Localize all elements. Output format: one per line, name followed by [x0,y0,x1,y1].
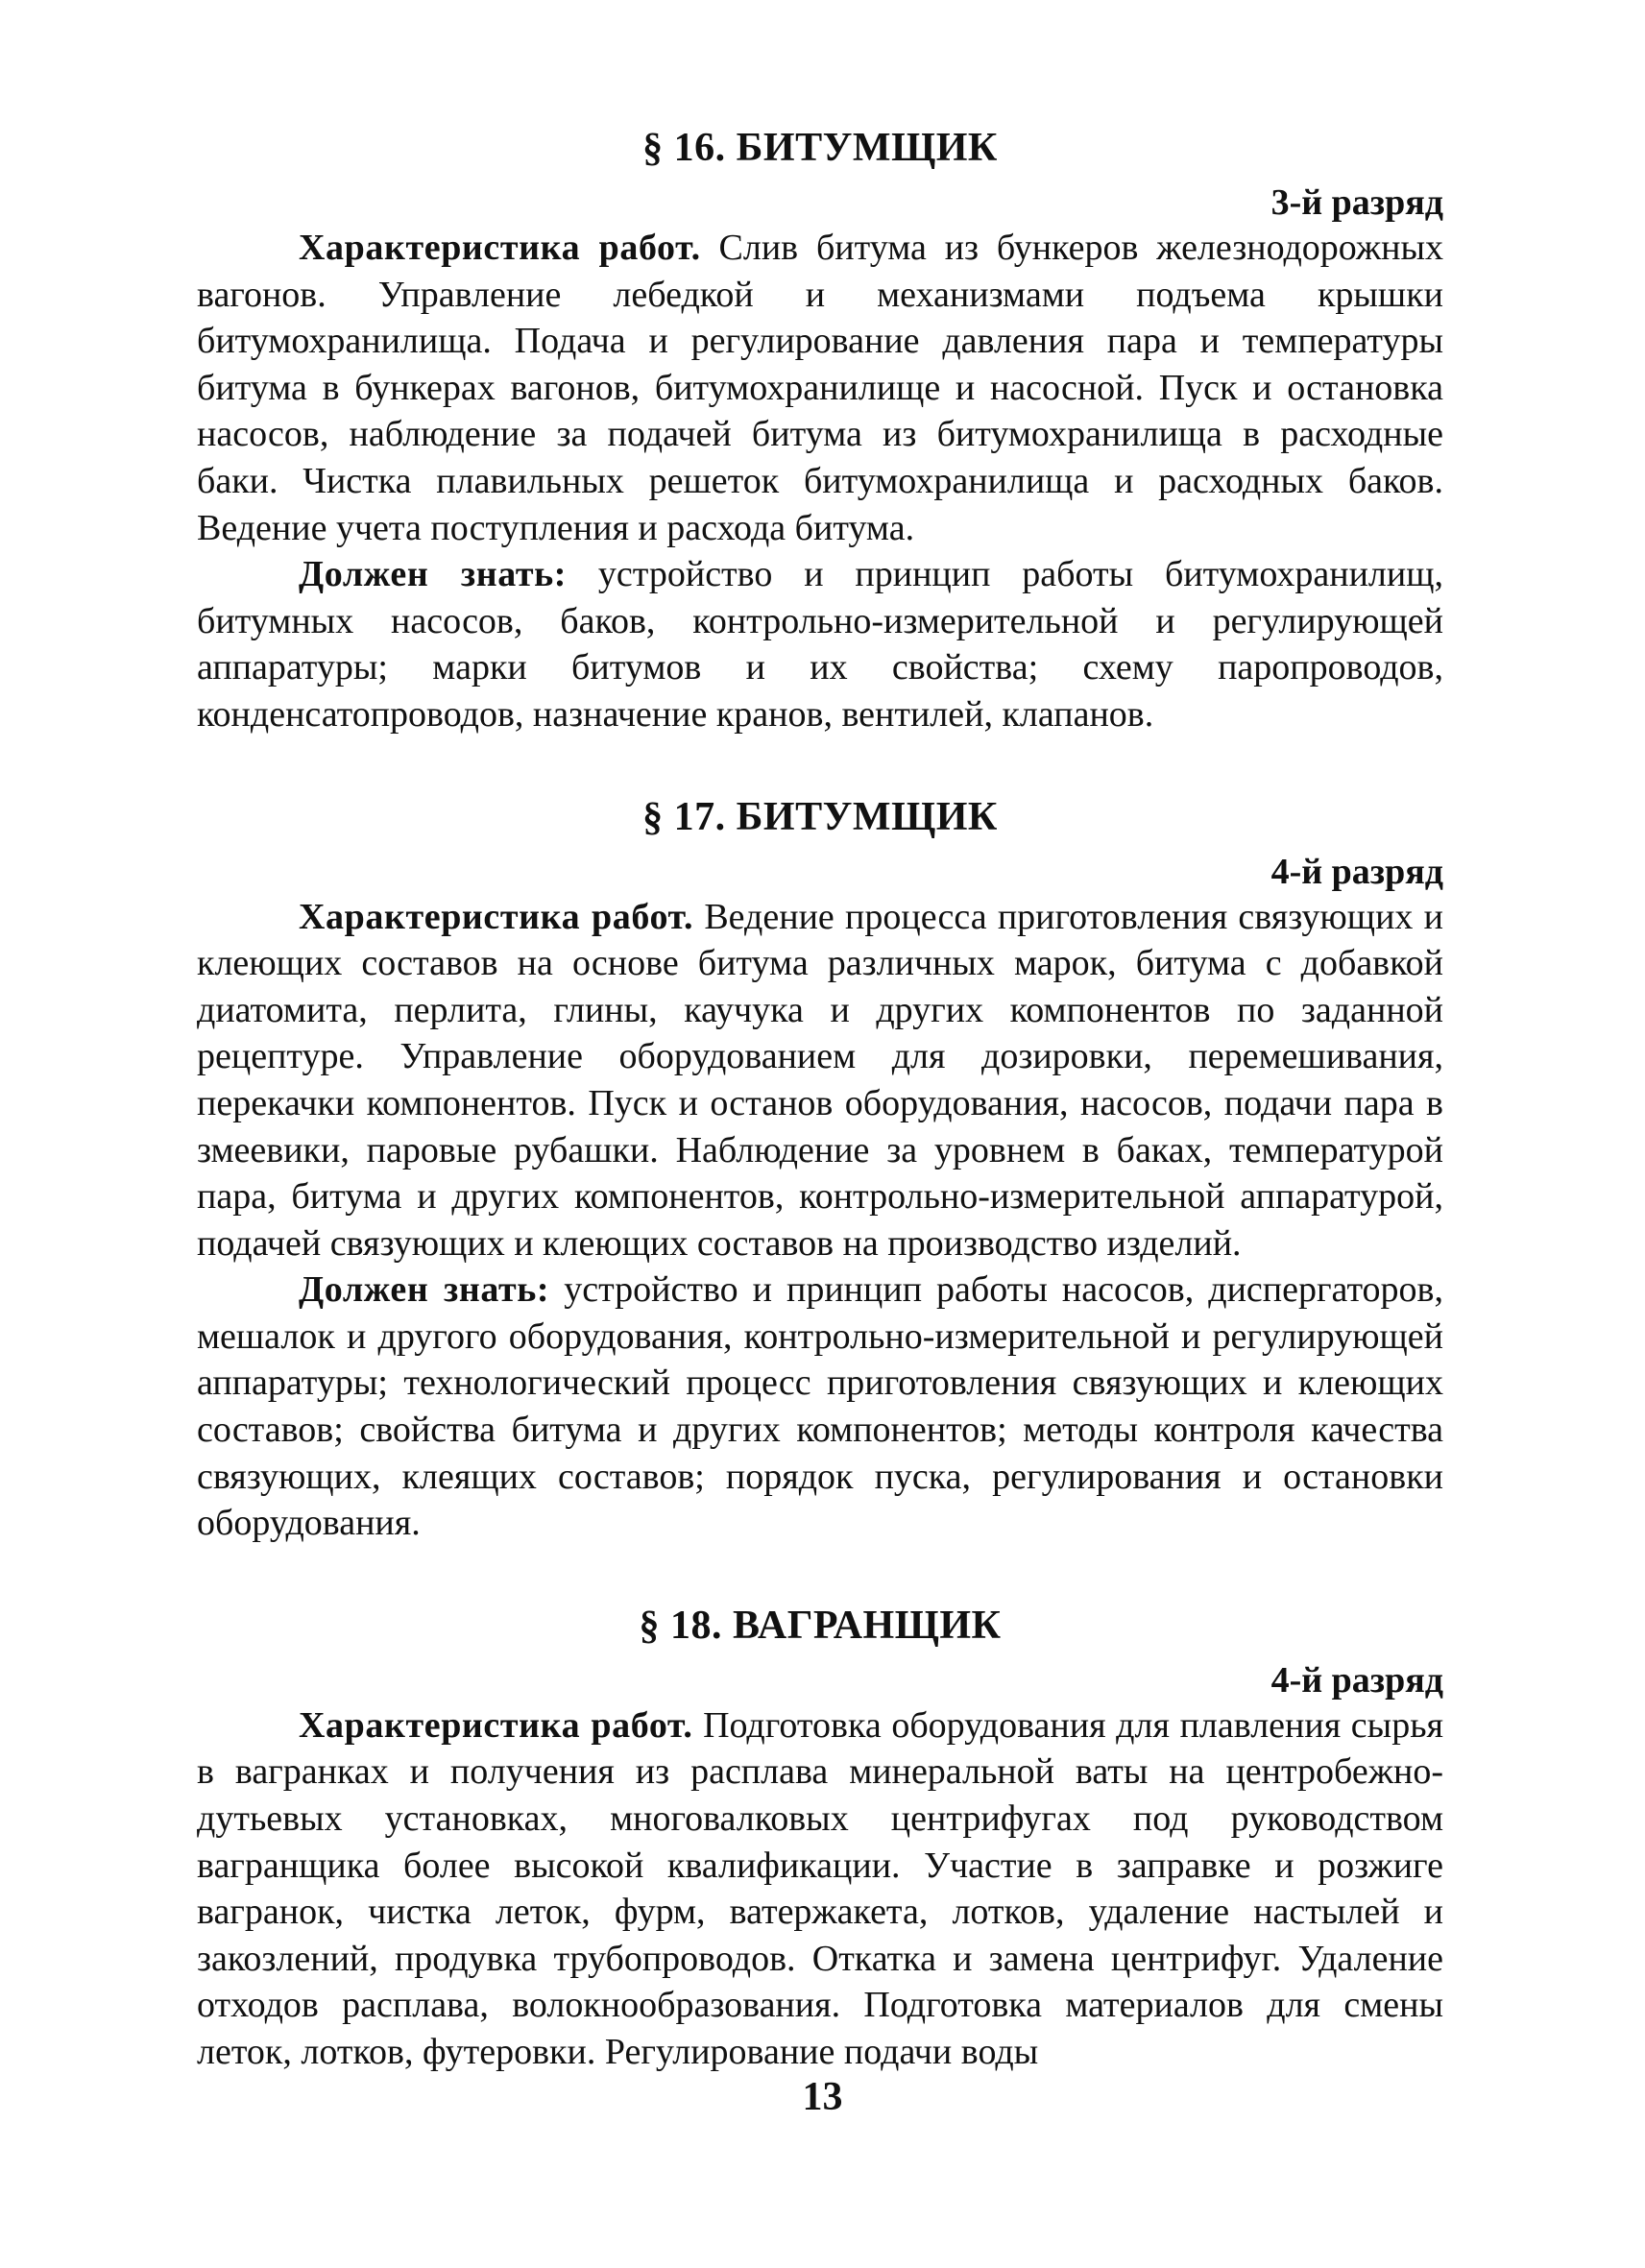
section-heading: § 18. ВАГРАНЩИК [639,1603,1002,1648]
paragraph-lead: Характеристика работ. [299,1704,693,1746]
work-characteristics-paragraph [197,894,1443,1267]
section-16 [197,125,1443,738]
paragraph-text: Слив битума из бункеров железнодорожных вагонов. Управление лебедкой и механизмами подъема крышки битумохранилища. Подача и регулирование давления пара и температуры битума в бункерах вагонов, битумохранилище и насосной. Пуск и остановка насосов, наблюдение за подачей битума из битумохранилища в расходные баки. Чистка плавильных решеток битумохранилища и расходных баков. Ведение учета поступления и расхода битума. [197,228,1443,548]
section-17 [197,794,1443,1547]
work-characteristics-paragraph [197,225,1443,551]
page-number: 13 [802,2075,843,2119]
paragraph-text: устройство и принцип работы битумохранилищ, битумных насосов, баков, контрольно-измерительной и регулирующей аппаратуры; марки битумов и их свойства; схему паропроводов, конденсатопроводов, назначение кранов, вентилей, клапанов. [197,554,1443,735]
paragraph-lead: Должен знать: [299,1269,550,1311]
paragraph-lead: Должен знать: [299,554,568,595]
grade-label: 4-й разряд [1270,1659,1443,1701]
paragraph-text: устройство и принцип работы насосов, диспергаторов, мешалок и другого оборудования, контрольно-измерительной и регулирующей аппаратуры; технологический процесс приготовления связующих и клеющих составов; свойства битума и других компонентов; методы контроля качества связующих, клеящих составов; порядок пуска, регулирования и остановки оборудования. [197,1269,1443,1544]
section-heading: § 16. БИТУМЩИК [642,126,998,170]
section-18 [197,1603,1443,2076]
grade-label: 4-й разряд [1270,851,1443,892]
grade-label: 3-й разряд [1270,182,1443,223]
paragraph-lead: Характеристика работ. [299,228,701,268]
paragraph-text: Ведение процесса приготовления связующих и клеющих составов на основе битума различных марок, битума с добавкой диатомита, перлита, глины, каучука и других компонентов по заданной рецептуре. Управление оборудованием для дозировки, перемешивания, перекачки компонентов. Пуск и останов оборудования, насосов, подачи пара в змеевики, паровые рубашки. Наблюдение за уровнем в баках, температурой пара, битума и других компонентов, контрольно-измерительной аппаратурой, подачей связующих и клеющих составов на производство изделий. [197,896,1443,1264]
must-know-paragraph [197,551,1443,737]
must-know-paragraph [197,1267,1443,1547]
page-content [197,125,1443,2076]
paragraph-lead: Характеристика работ. [299,896,694,937]
section-heading: § 17. БИТУМЩИК [642,794,998,839]
work-characteristics-paragraph [197,1702,1443,2076]
paragraph-text: Подготовка оборудования для плавления сырья в вагранках и получения из расплава минеральной ваты на центробежно-дутьевых установках, многовалковых центрифугах под руководством вагранщика более высокой квалификации. Участие в заправке и розжиге вагранок, чистка леток, фурм, ватержакета, лотков, удаление настылей и закозлений, продувка трубопроводов. Откатка и замена центрифуг. Удаление отходов расплава, волокнообразования. Подготовка материалов для смены леток, лотков, футеровки. Регулирование подачи воды [197,1704,1443,2072]
